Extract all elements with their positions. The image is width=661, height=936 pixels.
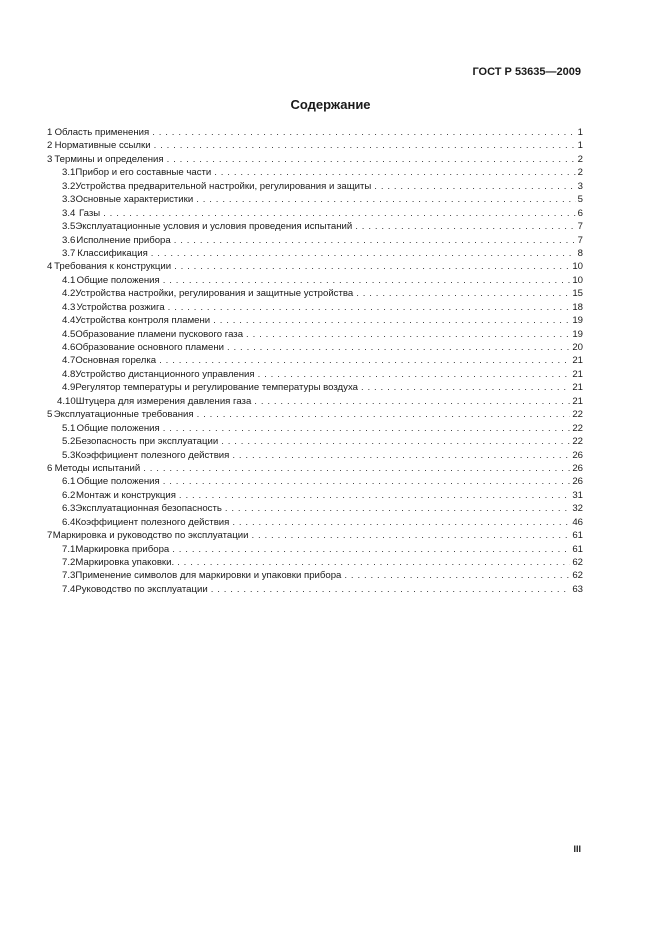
toc-leader-dots [159,354,570,367]
toc-leader-dots [163,274,571,287]
toc-entry-label: Газы [78,207,101,219]
toc-entry-number: 6.2 [62,489,76,501]
toc-entry-label: Эксплуатационные требования [53,409,194,421]
toc-leader-dots [232,449,570,462]
toc-leader-dots [196,193,575,206]
toc-leader-dots [221,435,570,448]
toc-entry-page: 62 [572,570,583,582]
toc-leader-dots [227,341,570,354]
toc-entry[interactable] [47,354,583,367]
toc-entry-label: Маркировка прибора [75,543,170,555]
toc-entry-label: Устройства контроля пламени [75,315,211,327]
toc-entry-number: 2 [47,140,53,152]
toc-entry[interactable] [47,462,583,475]
toc-entry-label: Штуцера для измерения давления газа [75,395,252,407]
page-title: Содержание [290,97,371,112]
toc-entry[interactable] [47,153,583,166]
toc-entry-page: 21 [572,382,583,394]
toc-entry[interactable] [47,475,583,488]
toc-leader-dots [214,166,575,179]
toc-entry-label: Безопасность при эксплуатации [75,436,219,448]
toc-leader-dots [179,489,570,502]
toc-leader-dots [154,139,576,152]
toc-leader-dots [168,301,571,314]
toc-leader-dots [172,543,570,556]
toc-entry-page: 20 [572,342,583,353]
toc-entry[interactable] [47,341,583,354]
toc-entry-page: 63 [572,583,583,595]
toc-entry-page: 61 [572,530,583,542]
table-of-contents [47,126,583,596]
toc-entry-page: 31 [572,489,583,501]
toc-entry-number: 3.5 [62,221,76,233]
toc-entry-label: Устройства настройки, регулирования и защитные устройства [75,288,354,300]
toc-leader-dots [246,328,570,341]
toc-entry-page: 62 [572,557,583,568]
toc-entry-number: 4.1 [62,274,76,286]
toc-entry-page: 7 [577,221,583,233]
toc-leader-dots [258,368,571,381]
toc-entry-number: 7 [47,530,53,542]
toc-leader-dots [103,207,576,220]
toc-leader-dots [174,234,576,247]
toc-entry-page: 3 [577,180,583,192]
toc-entry[interactable] [47,207,583,220]
toc-entry[interactable] [47,516,583,529]
toc-entry-label: Монтаж и конструкция [76,489,176,501]
toc-entry-label: Эксплуатационные условия и условия проведения испытаний [75,221,353,233]
toc-entry-page: 21 [572,368,583,380]
toc-entry[interactable] [47,449,583,462]
toc-entry-page: 22 [572,422,583,434]
toc-leader-dots [356,287,570,300]
toc-entry-page: 19 [572,328,583,340]
toc-leader-dots [151,247,576,260]
toc-entry-number: 3.2 [62,180,76,192]
toc-entry-number: 5.1 [62,422,76,434]
toc-entry[interactable] [47,247,583,260]
toc-entry[interactable] [47,435,583,448]
toc-entry[interactable] [47,422,583,435]
toc-entry-page: 15 [572,288,583,300]
toc-entry-number: 3.7 [62,247,76,259]
document-code: ГОСТ Р 53635—2009 [472,66,581,78]
toc-entry[interactable] [47,126,583,139]
toc-entry-number: 4.2 [62,288,76,300]
toc-entry[interactable] [47,314,583,327]
toc-entry-number: 6.3 [62,503,76,515]
toc-entry[interactable] [47,556,583,569]
toc-entry-page: 1 [577,140,583,152]
toc-entry[interactable] [47,220,583,233]
toc-entry-page: 26 [572,449,583,461]
toc-entry[interactable] [47,543,583,556]
toc-entry-page: 7 [577,234,583,246]
toc-entry-label: Классификация [77,247,148,259]
toc-leader-dots [374,180,575,193]
toc-entry-number: 4.10 [57,395,76,407]
toc-entry-label: Нормативные ссылки [54,140,151,152]
toc-leader-dots [213,314,570,327]
toc-entry-page: 2 [577,167,583,179]
toc-leader-dots [167,153,576,166]
toc-entry-number: 5 [47,409,53,421]
toc-entry-number: 6.1 [62,476,76,488]
toc-leader-dots [232,516,570,529]
toc-entry[interactable] [47,381,583,394]
toc-entry-number: 3.3 [62,194,76,206]
toc-entry-number: 1 [47,127,53,138]
toc-entry-label: Основные характеристики [75,194,194,206]
toc-leader-dots [174,260,570,273]
toc-entry-page: 2 [577,153,583,165]
toc-entry-page: 19 [572,315,583,327]
toc-leader-dots [163,422,571,435]
toc-entry[interactable] [47,193,583,206]
toc-entry-number: 5.3 [62,449,76,461]
toc-entry[interactable] [47,489,583,502]
toc-entry-label: Коэффициент полезного действия [75,449,230,461]
toc-entry-label: Руководство по эксплуатации [75,583,208,595]
toc-leader-dots [152,126,575,139]
toc-entry-label: Методы испытаний [54,462,141,474]
toc-leader-dots [143,462,570,475]
toc-leader-dots [211,583,571,596]
toc-entry[interactable] [47,502,583,515]
toc-entry-page: 8 [577,247,583,259]
toc-leader-dots [197,408,571,421]
toc-entry-number: 7.2 [62,557,76,568]
toc-entry-number: 6.4 [62,516,76,528]
toc-entry-page: 21 [572,395,583,407]
toc-entry-label: Общие положения [76,422,160,434]
toc-entry-label: Исполнение прибора [76,234,171,246]
toc-entry-number: 4.6 [62,342,76,353]
toc-entry-number: 4.7 [62,355,76,367]
toc-entry[interactable] [47,166,583,179]
toc-entry-label: Маркировка упаковки. [75,557,175,568]
toc-entry-label: Применение символов для маркировки и упаковки прибора [75,570,342,582]
toc-entry[interactable] [47,395,583,408]
toc-entry-label: Эксплуатационная безопасность [75,503,222,515]
toc-entry-number: 7.3 [62,570,76,582]
toc-entry[interactable] [47,408,583,421]
toc-entry-number: 4.5 [62,328,76,340]
toc-leader-dots [254,395,570,408]
toc-entry-number: 7.4 [62,583,76,595]
toc-entry-number: 4.8 [62,368,76,380]
toc-leader-dots [251,529,570,542]
toc-entry-number: 4.9 [62,382,76,394]
toc-entry[interactable] [47,368,583,381]
toc-entry-page: 26 [572,476,583,488]
toc-leader-dots [344,569,570,582]
toc-entry[interactable] [47,569,583,582]
toc-entry-label: Прибор и его составные части [75,167,212,179]
toc-entry-label: Образование пламени пускового газа [75,328,244,340]
toc-entry-label: Коэффициент полезного действия [75,516,230,528]
toc-entry-number: 4.3 [62,301,76,313]
toc-leader-dots [355,220,575,233]
toc-entry-label: Устройство дистанционного управления [75,368,255,380]
toc-entry-number: 3.6 [62,234,76,246]
toc-entry-label: Общие положения [76,274,160,286]
toc-entry[interactable] [47,328,583,341]
toc-entry-label: Устройства предварительной настройки, регулирования и защиты [75,180,372,192]
toc-entry-page: 1 [577,127,583,138]
toc-entry-page: 21 [572,355,583,367]
page-number: III [573,844,581,854]
toc-entry[interactable] [47,139,583,152]
toc-entry-number: 7.1 [62,543,76,555]
toc-entry-page: 61 [572,543,583,555]
toc-entry[interactable] [47,180,583,193]
toc-leader-dots [361,381,570,394]
toc-entry-number: 5.2 [62,436,76,448]
toc-entry-label: Устройства розжига [76,301,165,313]
toc-entry-number: 3 [47,153,53,165]
toc-entry[interactable] [47,529,583,542]
toc-entry-number: 3.4 [62,207,76,219]
toc-entry-page: 26 [572,462,583,474]
toc-entry-label: Маркировка и руководство по эксплуатации [52,530,249,542]
toc-entry-page: 18 [572,301,583,313]
toc-entry-page: 22 [572,436,583,448]
toc-leader-dots [225,502,570,515]
toc-entry-label: Требования к конструкции [54,261,172,273]
toc-entry-page: 32 [572,503,583,515]
toc-entry-label: Область применения [54,127,150,138]
toc-entry-page: 46 [572,516,583,528]
toc-leader-dots [163,475,571,488]
toc-entry[interactable] [47,301,583,314]
toc-entry-page: 6 [577,207,583,219]
toc-entry-page: 22 [572,409,583,421]
toc-entry-label: Общие положения [76,476,160,488]
toc-entry[interactable] [47,287,583,300]
toc-entry-page: 10 [572,261,583,273]
toc-leader-dots [177,556,570,569]
toc-entry-label: Основная горелка [75,355,157,367]
toc-entry-number: 3.1 [62,167,76,179]
toc-entry-label: Термины и определения [54,153,164,165]
toc-entry-label: Образование основного пламени [75,342,224,353]
toc-entry[interactable] [47,234,583,247]
toc-entry-page: 5 [577,194,583,206]
toc-entry-number: 4.4 [62,315,76,327]
toc-entry-number: 4 [47,261,53,273]
toc-entry[interactable] [47,260,583,273]
toc-entry-number: 6 [47,462,53,474]
toc-entry[interactable] [47,583,583,596]
toc-entry-page: 10 [572,274,583,286]
toc-entry-label: Регулятор температуры и регулирование температуры воздуха [75,382,358,394]
toc-entry[interactable] [47,274,583,287]
